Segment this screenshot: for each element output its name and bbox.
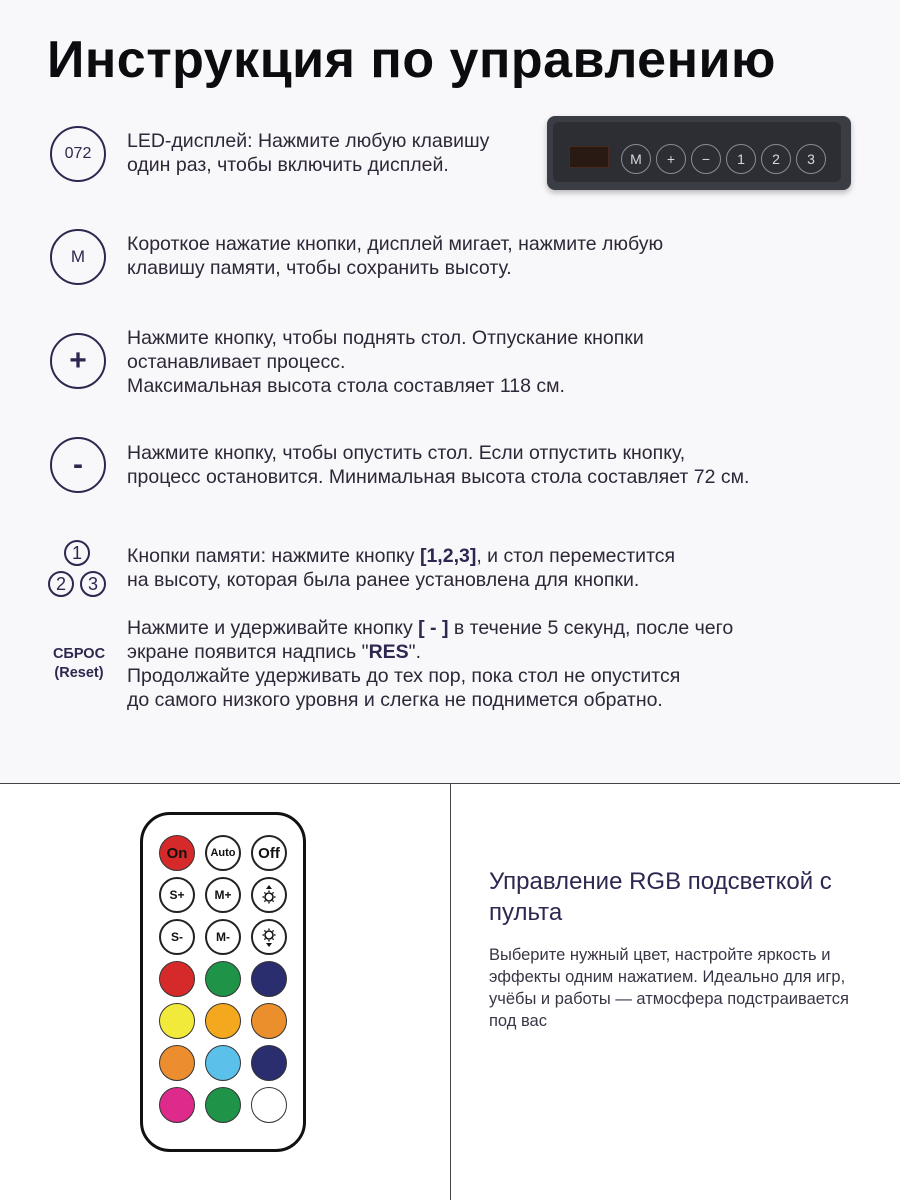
rgb-body-text: Выберите нужный цвет, настройте яркость и эффекты одним нажатием. Идеально для игр, учёбы и работы — атмосфера подстраивается под вас [489,946,849,1030]
remote-off-button: Off [251,835,287,871]
memory-description: Короткое нажатие кнопки, дисплей мигает, нажмите любую клавишу памяти, чтобы сохранить высоту. [127,233,664,279]
remote-color-button [251,1087,287,1123]
remote-speed-minus-button: S- [159,919,195,955]
remote-color-button [205,961,241,997]
remote-auto-button: Auto [205,835,241,871]
memory-2-icon: 2 [48,571,74,597]
remote-color-button [251,1003,287,1039]
display-description: LED-дисплей: Нажмите любую клавишу один раз, чтобы включить дисплей. [127,130,490,176]
remote-on-button: On [159,835,195,871]
down-description: Нажмите кнопку, чтобы опустить стол. Если отпустить кнопку, процесс остановится. Минимальная высота стола составляет 72 см. [127,442,750,488]
remote-color-button [251,1045,287,1081]
remote-color-button [159,1045,195,1081]
remote-color-button [159,961,195,997]
remote-color-button [205,1087,241,1123]
remote-color-button [205,1003,241,1039]
remote-color-button [159,1003,195,1039]
control-panel-image [547,116,851,190]
reset-description: Нажмите и удерживайте кнопку [ - ] в течение 5 секунд, после чего экране появится надпись "RES". Продолжайте удерживать до тех пор, пока стол не опустится до самого низкого уровня и слегка не поднимется обратно. [127,617,734,711]
rgb-remote-image [140,812,306,1152]
reset-label: СБРОС (Reset) [52,646,106,681]
brightness-up-icon [251,877,287,913]
remote-color-button [205,1045,241,1081]
plus-icon: + [50,333,106,389]
memory-keys-description: Кнопки памяти: нажмите кнопку [1,2,3], и стол переместится на высоту, которая была ранее установлена для кнопки. [127,545,676,591]
up-description: Нажмите кнопку, чтобы поднять стол. Отпускание кнопки останавливает процесс. Максимальная высота стола составляет 118 см. [127,327,644,397]
remote-mode-plus-button: M+ [205,877,241,913]
remote-mode-minus-button: M- [205,919,241,955]
panel-up-button: + [656,144,686,174]
page-title: Инструкция по управлению [47,31,776,89]
panel-down-button: − [691,144,721,174]
brightness-down-icon [251,919,287,955]
remote-color-button [251,961,287,997]
minus-icon: - [50,437,106,493]
rgb-heading: Управление RGB подсветкой с пульта [489,868,832,926]
panel-preset-2-button: 2 [761,144,791,174]
panel-preset-3-button: 3 [796,144,826,174]
memory-1-icon: 1 [64,540,90,566]
memory-icon: M [50,229,106,285]
remote-color-button [159,1087,195,1123]
led-display [569,146,609,168]
panel-memory-button: M [621,144,651,174]
memory-3-icon: 3 [80,571,106,597]
panel-preset-1-button: 1 [726,144,756,174]
remote-speed-plus-button: S+ [159,877,195,913]
display-icon: 072 [50,126,106,182]
